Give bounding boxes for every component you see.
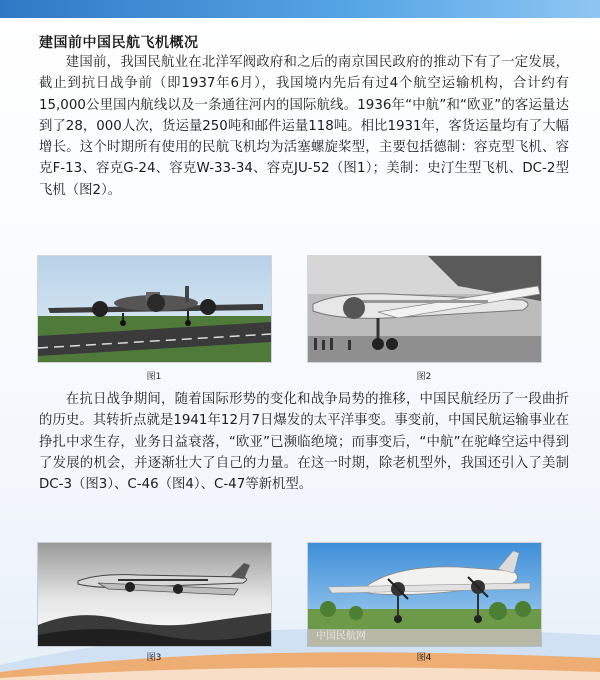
figure-4-photo <box>308 543 541 646</box>
figure-1-caption: 图1 <box>146 372 162 382</box>
figure-3-caption: 图3 <box>146 653 162 663</box>
figure-2-caption: 图2 <box>416 372 432 382</box>
figure-3-photo <box>38 543 271 646</box>
top-banner <box>0 0 600 18</box>
figure-1-photo <box>38 256 271 362</box>
figure-4-caption: 图4 <box>416 653 432 663</box>
figure-2-photo <box>308 256 541 362</box>
paragraph-prewar: 建国前，我国民航业在北洋军阀政府和之后的南京国民政府的推动下有了一定发展，截止到抗日战争前（即1937年6月），我国境内先后有过4个航空运输机构，合计约有15,000公里国内航线以及一条通往河内的国际航线。1936年“中航”和“欧亚”的客运量达到了28，000人次，货运量250吨和邮件运量118吨。相比1931年，客货运量均有了大幅增长。这个时期所有使用的民航飞机均为活塞螺旋桨型，主要包括德制：容克型飞机、容克F-13、容克G-24、容克W-33-34、容克JU-52（图1）；美制：史汀生型飞机、DC-2型飞机（图2）。 <box>39 55 569 198</box>
watermark-text: 中国民航网 <box>316 631 366 642</box>
paragraph-wartime: 在抗日战争期间，随着国际形势的变化和战争局势的推移，中国民航经历了一段曲折的历史。其转折点就是1941年12月7日爆发的太平洋事变。事变前，中国民航运输事业在挣扎中求生存，业务日益衰落，“欧亚”已濒临绝境；而事变后，“中航”在驼峰空运中得到了发展的机会，并逐渐壮大了自己的力量。在这一时期，除老机型外，我国还引入了美制DC-3（图3）、C-46（图4）、C-47等新机型。 <box>39 392 569 493</box>
article-title: 建国前中国民航飞机概况 <box>39 35 199 51</box>
